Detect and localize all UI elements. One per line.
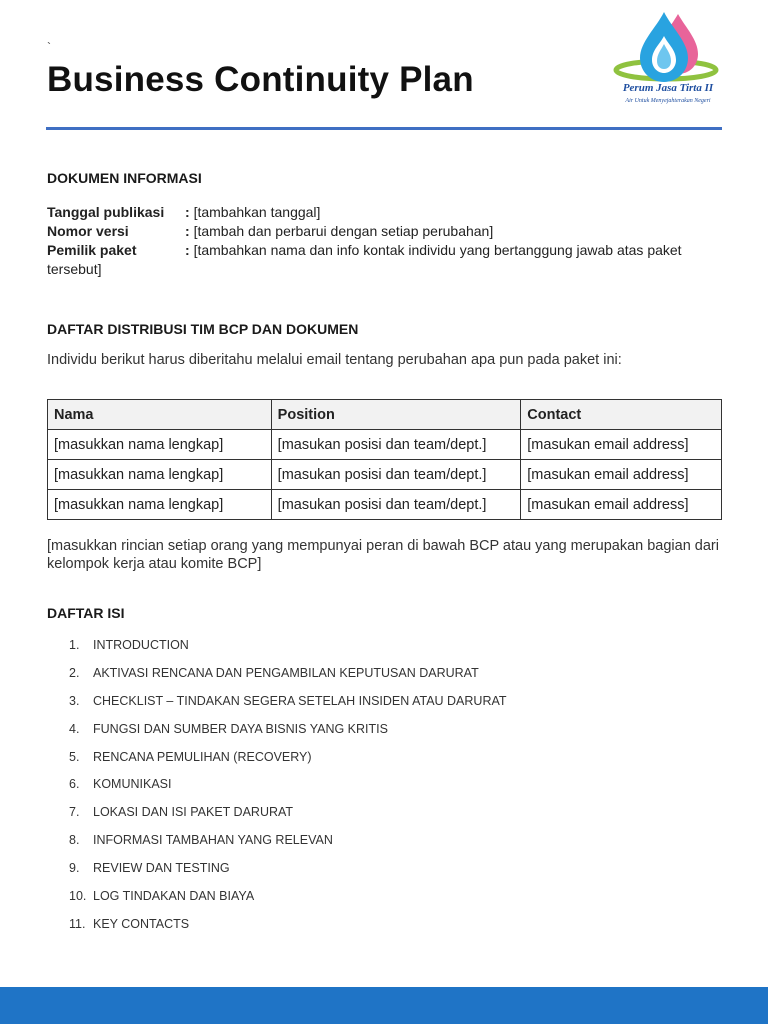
table-cell-name: [masukkan nama lengkap] bbox=[48, 460, 272, 490]
info-row-version bbox=[47, 222, 707, 241]
distribution-note: [masukkan rincian setiap orang yang mempunyai peran di bawah BCP atau yang merupakan bagian dari kelompok kerja atau komite BCP] bbox=[47, 538, 719, 572]
info-row-publication-date bbox=[47, 203, 707, 222]
info-colon: : bbox=[185, 242, 190, 258]
toc-item[interactable] bbox=[47, 630, 507, 658]
table-cell-position: [masukan posisi dan team/dept.] bbox=[271, 490, 521, 520]
logo-tagline: Air Untuk Menyejahterakan Negeri bbox=[625, 98, 711, 104]
stray-backtick: ` bbox=[47, 40, 51, 54]
table-cell-position: [masukan posisi dan team/dept.] bbox=[271, 430, 521, 460]
company-logo bbox=[598, 10, 738, 110]
toc-label: AKTIVASI RENCANA DAN PENGAMBILAN KEPUTUSAN DARURAT bbox=[93, 665, 479, 680]
toc-number: 6. bbox=[69, 777, 80, 792]
toc-label: INTRODUCTION bbox=[93, 638, 189, 652]
table-of-contents bbox=[47, 630, 507, 937]
logo-org-name: Perum Jasa Tirta II bbox=[622, 82, 714, 94]
table-header-row bbox=[48, 400, 722, 430]
toc-number: 7. bbox=[69, 805, 80, 820]
toc-number: 5. bbox=[69, 749, 80, 764]
toc-number: 1. bbox=[69, 638, 80, 652]
toc-label: RENCANA PEMULIHAN (RECOVERY) bbox=[93, 749, 312, 764]
column-header-name: Nama bbox=[48, 400, 272, 430]
water-drop-logo-icon bbox=[598, 10, 738, 110]
toc-item[interactable] bbox=[47, 658, 507, 686]
table-cell-contact: [masukan email address] bbox=[521, 460, 722, 490]
info-row-owner bbox=[47, 241, 707, 279]
toc-item[interactable] bbox=[47, 686, 507, 714]
distribution-table bbox=[47, 399, 722, 520]
table-row bbox=[48, 490, 722, 520]
info-colon: : bbox=[185, 223, 190, 239]
toc-item[interactable] bbox=[47, 909, 507, 937]
doc-info-heading: DOKUMEN INFORMASI bbox=[47, 170, 202, 186]
column-header-position: Position bbox=[271, 400, 521, 430]
toc-number: 3. bbox=[69, 693, 80, 708]
toc-number: 8. bbox=[69, 833, 80, 848]
table-row bbox=[48, 430, 722, 460]
info-label: Tanggal publikasi bbox=[47, 204, 165, 220]
toc-item[interactable] bbox=[47, 853, 507, 881]
toc-label: CHECKLIST – TINDAKAN SEGERA SETELAH INSIDEN ATAU DARURAT bbox=[93, 693, 507, 708]
toc-item[interactable] bbox=[47, 881, 507, 909]
table-cell-name: [masukkan nama lengkap] bbox=[48, 490, 272, 520]
table-cell-contact: [masukan email address] bbox=[521, 430, 722, 460]
table-row bbox=[48, 460, 722, 490]
toc-heading: DAFTAR ISI bbox=[47, 605, 125, 621]
info-label: Nomor versi bbox=[47, 223, 129, 239]
document-title: Business Continuity Plan bbox=[47, 60, 474, 99]
toc-number: 9. bbox=[69, 861, 80, 876]
toc-item[interactable] bbox=[47, 797, 507, 825]
info-value: [tambah dan perbarui dengan setiap perubahan] bbox=[193, 223, 494, 239]
toc-item[interactable] bbox=[47, 825, 507, 853]
toc-label: LOG TINDAKAN DAN BIAYA bbox=[93, 889, 255, 904]
distribution-intro: Individu berikut harus diberitahu melalui email tentang perubahan apa pun pada paket ini: bbox=[47, 352, 622, 368]
info-value: [tambahkan nama dan info kontak individu yang bertanggung jawab atas paket tersebut] bbox=[47, 242, 682, 277]
info-value: [tambahkan tanggal] bbox=[193, 204, 321, 220]
toc-label: REVIEW DAN TESTING bbox=[93, 861, 230, 876]
toc-label: LOKASI DAN ISI PAKET DARURAT bbox=[93, 805, 294, 820]
toc-number: 11. bbox=[69, 916, 86, 931]
toc-label: KEY CONTACTS bbox=[93, 916, 190, 931]
toc-number: 10. bbox=[69, 889, 87, 904]
title-divider bbox=[46, 127, 722, 130]
toc-item[interactable] bbox=[47, 742, 507, 770]
distribution-heading: DAFTAR DISTRIBUSI TIM BCP DAN DOKUMEN bbox=[47, 321, 359, 337]
toc-label: KOMUNIKASI bbox=[93, 777, 172, 792]
toc-item[interactable] bbox=[47, 714, 507, 742]
toc-label: INFORMASI TAMBAHAN YANG RELEVAN bbox=[93, 833, 333, 848]
info-colon: : bbox=[185, 204, 190, 220]
table-cell-contact: [masukan email address] bbox=[521, 490, 722, 520]
footer-bar bbox=[0, 987, 768, 1024]
column-header-contact: Contact bbox=[521, 400, 722, 430]
info-label: Pemilik paket bbox=[47, 242, 137, 258]
toc-label: FUNGSI DAN SUMBER DAYA BISNIS YANG KRITIS bbox=[93, 721, 388, 736]
toc-item[interactable] bbox=[47, 769, 507, 797]
doc-info-block bbox=[47, 203, 707, 279]
toc-number: 4. bbox=[69, 721, 80, 736]
toc-number: 2. bbox=[69, 665, 80, 680]
table-cell-name: [masukkan nama lengkap] bbox=[48, 430, 272, 460]
table-cell-position: [masukan posisi dan team/dept.] bbox=[271, 460, 521, 490]
